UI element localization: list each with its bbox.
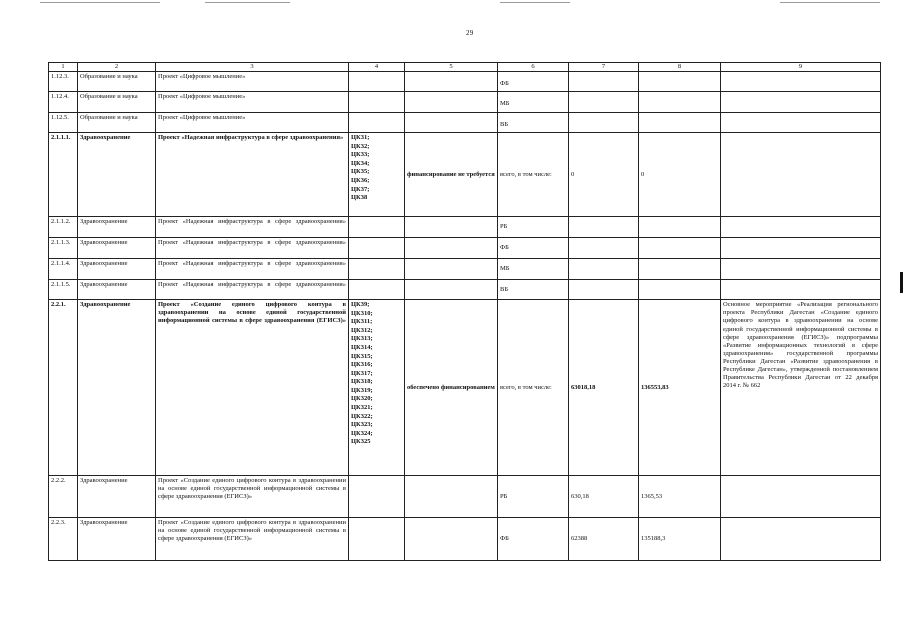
project-cell: Проект «Создание единого цифрового контура в здравоохранении на основе единой государственной информационной системы в сфере здравоохранения (ЕГИСЗ)» (156, 300, 349, 476)
project-cell: Проект «Создание единого цифрового контура в здравоохранении на основе единой государственной информационной системы в сфере здравоохранения (ЕГИСЗ)» (156, 518, 349, 561)
value-col7-cell: 630,18 (569, 476, 639, 518)
funding-source-cell: МБ (498, 259, 569, 280)
code-item: ЦК323; (351, 421, 373, 429)
table-row (49, 92, 881, 113)
project-cell: Проект «Цифровое мышление» (156, 72, 349, 92)
funding-source-cell: ВБ (498, 113, 569, 133)
codes-cell (349, 238, 405, 259)
table-row (49, 518, 881, 561)
scan-edge-line (205, 2, 290, 3)
note-cell (721, 217, 881, 238)
column-header: 1 (49, 63, 78, 72)
note-cell (721, 72, 881, 92)
sector-cell: Здравоохранение (78, 476, 156, 518)
note-cell (721, 476, 881, 518)
code-item: ЦК312; (351, 326, 373, 334)
sector-cell: Здравоохранение (78, 300, 156, 476)
code-item: ЦК319; (351, 386, 373, 394)
financing-cell (405, 92, 498, 113)
value-col8-cell: 135188,3 (639, 518, 721, 561)
value-col7-cell (569, 238, 639, 259)
note-cell (721, 238, 881, 259)
value-col8-cell (639, 92, 721, 113)
value-col8-cell: 136553,83 (639, 300, 721, 476)
project-cell: Проект «Цифровое мышление» (156, 113, 349, 133)
note-cell (721, 259, 881, 280)
project-cell: Проект «Цифровое мышление» (156, 92, 349, 113)
code-item: ЦК321; (351, 404, 373, 412)
code-item: ЦК311; (351, 318, 373, 326)
financing-cell (405, 113, 498, 133)
code-item: ЦК316; (351, 361, 373, 369)
value-col8-cell (639, 238, 721, 259)
code-item: ЦК310; (351, 309, 373, 317)
financing-cell (405, 476, 498, 518)
value-col7-cell (569, 259, 639, 280)
funding-source-cell: РБ (498, 476, 569, 518)
funding-source-cell: ФБ (498, 238, 569, 259)
scan-edge-line (40, 2, 160, 3)
value-col7-cell: 63018,18 (569, 300, 639, 476)
table-row (49, 133, 881, 217)
sector-cell: Здравоохранение (78, 518, 156, 561)
column-header: 4 (349, 63, 405, 72)
note-cell (721, 280, 881, 300)
table-header-row (49, 63, 881, 72)
value-col7-cell (569, 217, 639, 238)
table-row (49, 259, 881, 280)
column-header: 3 (156, 63, 349, 72)
row-number: 2.1.1.2. (49, 217, 78, 238)
scan-edge-line (780, 2, 880, 3)
code-item: ЦК33; (351, 151, 370, 159)
financing-cell (405, 280, 498, 300)
financing-cell (405, 217, 498, 238)
value-col7-cell: 0 (569, 133, 639, 217)
sector-cell: Образование и наука (78, 72, 156, 92)
value-col7-cell: 62388 (569, 518, 639, 561)
value-col8-cell: 1365,53 (639, 476, 721, 518)
column-header: 9 (721, 63, 881, 72)
funding-source-cell: МБ (498, 92, 569, 113)
code-item: ЦК320; (351, 395, 373, 403)
code-item: ЦК35; (351, 168, 370, 176)
row-number: 2.2.2. (49, 476, 78, 518)
scan-edge-line (500, 2, 570, 3)
row-number: 2.2.3. (49, 518, 78, 561)
sector-cell: Здравоохранение (78, 133, 156, 217)
note-cell: Основное мероприятие «Реализация регионального проекта Республики Дагестан «Создание единого цифрового контура в здравоохранении на основе единой государственной информационной системы в сфере здравоохранения (ЕГИСЗ)» подпрограммы «Развитие информационных технологий в сфере здравоохранения» государственной программы Республики Дагестан «Развитие здравоохранения в Республике Дагестан», утвержденной постановлением Правительства Республики Дагестан от 22 декабря 2014 г. № 662 (721, 300, 881, 476)
codes-cell (349, 518, 405, 561)
table-row (49, 300, 881, 476)
code-item: ЦК38 (351, 194, 368, 202)
codes-cell (349, 476, 405, 518)
funding-source-cell: всего, в том числе: (498, 133, 569, 217)
code-item: ЦК37; (351, 185, 370, 193)
code-item: ЦК34; (351, 159, 370, 167)
table-row (49, 238, 881, 259)
table-row (49, 217, 881, 238)
funding-source-cell: ФБ (498, 72, 569, 92)
codes-cell (349, 133, 405, 217)
funding-source-cell: ВБ (498, 280, 569, 300)
column-header: 7 (569, 63, 639, 72)
funding-source-cell: РБ (498, 217, 569, 238)
code-item: ЦК314; (351, 344, 373, 352)
financing-cell: финансирование не требуется (405, 133, 498, 217)
table-row (49, 280, 881, 300)
codes-cell (349, 259, 405, 280)
code-item: ЦК318; (351, 378, 373, 386)
code-item: ЦК322; (351, 412, 373, 420)
sector-cell: Образование и наука (78, 113, 156, 133)
column-header: 6 (498, 63, 569, 72)
program-table (48, 62, 881, 561)
code-item: ЦК324; (351, 429, 373, 437)
sector-cell: Здравоохранение (78, 259, 156, 280)
value-col8-cell (639, 113, 721, 133)
value-col8-cell: 0 (639, 133, 721, 217)
code-item: ЦК32; (351, 142, 370, 150)
note-cell (721, 113, 881, 133)
value-col8-cell (639, 259, 721, 280)
value-col7-cell (569, 280, 639, 300)
row-number: 2.1.1.1. (49, 133, 78, 217)
column-header: 2 (78, 63, 156, 72)
sector-cell: Здравоохранение (78, 217, 156, 238)
code-item: ЦК313; (351, 335, 373, 343)
financing-cell (405, 259, 498, 280)
value-col7-cell (569, 72, 639, 92)
note-cell (721, 518, 881, 561)
value-col8-cell (639, 72, 721, 92)
value-col7-cell (569, 113, 639, 133)
row-number: 2.1.1.3. (49, 238, 78, 259)
table-row (49, 113, 881, 133)
sector-cell: Образование и наука (78, 92, 156, 113)
sector-cell: Здравоохранение (78, 238, 156, 259)
project-cell: Проект «Надежная инфраструктура в сфере здравоохранения» (156, 217, 349, 238)
codes-cell (349, 280, 405, 300)
code-item: ЦК325 (351, 438, 371, 446)
funding-source-cell: всего, в том числе: (498, 300, 569, 476)
codes-cell (349, 92, 405, 113)
column-header: 8 (639, 63, 721, 72)
value-col8-cell (639, 280, 721, 300)
financing-cell (405, 72, 498, 92)
sector-cell: Здравоохранение (78, 280, 156, 300)
financing-cell (405, 518, 498, 561)
note-cell (721, 92, 881, 113)
codes-cell (349, 113, 405, 133)
project-cell: Проект «Надежная инфраструктура в сфере здравоохранения» (156, 238, 349, 259)
code-item: ЦК31; (351, 134, 370, 142)
row-number: 1.12.3. (49, 72, 78, 92)
code-item: ЦК315; (351, 352, 373, 360)
code-item: ЦК39; (351, 301, 370, 309)
codes-cell (349, 300, 405, 476)
funding-source-cell: ФБ (498, 518, 569, 561)
value-col7-cell (569, 92, 639, 113)
financing-cell (405, 238, 498, 259)
column-header: 5 (405, 63, 498, 72)
code-item: ЦК36; (351, 177, 370, 185)
project-cell: Проект «Надежная инфраструктура в сфере здравоохранения» (156, 259, 349, 280)
project-cell: Проект «Надежная инфраструктура в сфере здравоохранения» (156, 133, 349, 217)
row-number: 1.12.5. (49, 113, 78, 133)
codes-cell (349, 72, 405, 92)
project-cell: Проект «Надежная инфраструктура в сфере здравоохранения» (156, 280, 349, 300)
table-row (49, 476, 881, 518)
codes-cell (349, 217, 405, 238)
financing-cell: обеспечено финансированием (405, 300, 498, 476)
page-number: 29 (466, 29, 474, 37)
row-number: 2.2.1. (49, 300, 78, 476)
scan-edge-mark (900, 272, 903, 293)
note-cell (721, 133, 881, 217)
row-number: 1.12.4. (49, 92, 78, 113)
code-item: ЦК317; (351, 369, 373, 377)
project-cell: Проект «Создание единого цифрового контура в здравоохранении на основе единой государственной информационной системы в сфере здравоохранения (ЕГИСЗ)» (156, 476, 349, 518)
row-number: 2.1.1.5. (49, 280, 78, 300)
row-number: 2.1.1.4. (49, 259, 78, 280)
value-col8-cell (639, 217, 721, 238)
table-row (49, 72, 881, 92)
